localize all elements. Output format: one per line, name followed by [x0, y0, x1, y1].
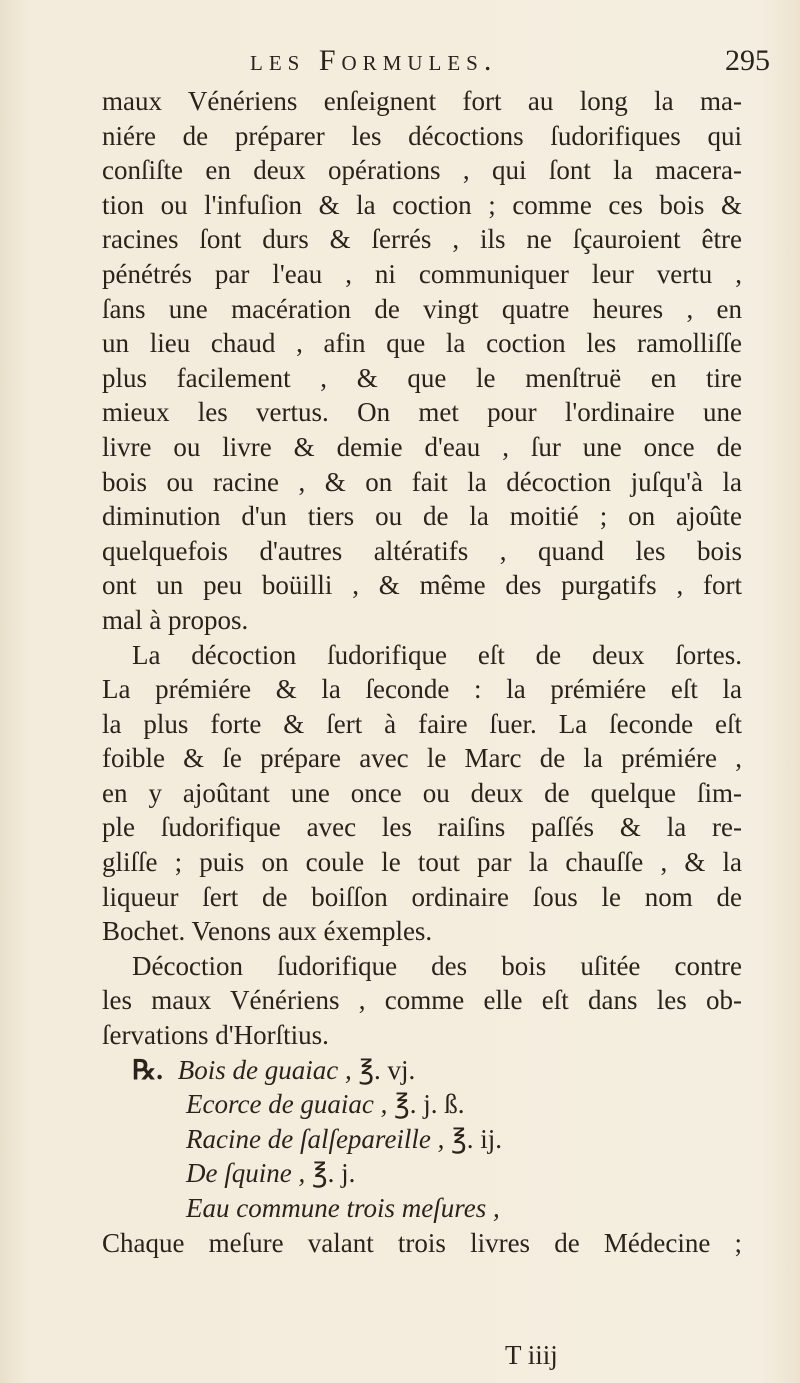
text-line: en y ajoûtant une once ou deux de quelque ſim- [102, 777, 742, 808]
text-line: la plus forte & ſert à faire ſuer. La ſeconde eſt [102, 708, 742, 739]
text-line: bois ou racine , & on fait la décoction juſqu'à la [102, 466, 742, 497]
text-line: La prémiére & la ſeconde : la prémiére eſt la [102, 674, 742, 705]
ingredient-quantity: ℥. vj. [358, 1054, 416, 1085]
recipe-closing-line: Chaque meſure valant trois livres de Médecine ; [102, 1227, 742, 1258]
text-line: racines ſont durs & ſerrés , ils ne ſçauroient être [102, 224, 742, 255]
paragraph-1 [102, 84, 742, 638]
text-line: ple ſudorifique avec les raiſins paſſés & la re- [102, 812, 742, 843]
text-line: mal à propos. [102, 604, 249, 635]
text-line: tion ou l'infuſion & la coction ; comme ces bois & [102, 189, 742, 220]
text-line: ſervations d'Horſtius. [102, 1020, 329, 1051]
ingredient-name: Ecorce de guaiac , [186, 1089, 388, 1120]
recipe-item [102, 1191, 742, 1226]
running-title: les Formules. [250, 44, 498, 77]
text-line: livre ou livre & demie d'eau , ſur une once de [102, 431, 742, 462]
text-line: niére de préparer les décoctions ſudorifiques qui [102, 120, 742, 151]
ingredient-name: De ſquine , [186, 1158, 306, 1189]
recipe [102, 1053, 742, 1261]
text-line: Bochet. Venons aux éxemples. [102, 916, 433, 947]
ingredient-name: Racine de ſalſepareille , [186, 1123, 445, 1154]
paragraph-3 [102, 949, 742, 1053]
page-header [250, 44, 770, 84]
signature-mark: T iiij [505, 1340, 558, 1370]
text-line: maux Vénériens enſeignent fort au long la ma- [102, 86, 742, 116]
recipe-item [102, 1053, 742, 1088]
text-line: mieux les vertus. On met pour l'ordinaire une [102, 397, 742, 428]
text-line: La décoction ſudorifique eſt de deux ſortes. [132, 639, 742, 670]
text-line: plus facilement , & que le menſtruë en tire [102, 362, 742, 393]
text-line: les maux Vénériens , comme elle eſt dans les ob- [102, 985, 742, 1016]
ingredient-quantity: ℥. ij. [451, 1123, 503, 1154]
ingredient-quantity: ℥. j. [311, 1158, 356, 1189]
recipe-item [102, 1087, 742, 1122]
text-line: conſiſte en deux opérations , qui ſont la macera- [102, 155, 742, 186]
text-line: liqueur ſert de boiſſon ordinaire ſous le nom de [102, 881, 742, 912]
recipe-symbol: ℞. [132, 1054, 163, 1085]
ingredient-name: Bois de guaiac , [177, 1054, 352, 1085]
text-line: gliſſe ; puis on coule le tout par la chauſſe , & la [102, 847, 742, 878]
text-line: un lieu chaud , afin que la coction les ramolliſſe [102, 328, 742, 359]
paragraph-2 [102, 638, 742, 949]
body-text [102, 84, 742, 1260]
text-line: pénétrés par l'eau , ni communiquer leur vertu , [102, 258, 742, 289]
ingredient-quantity: ℥. j. ß. [394, 1089, 465, 1120]
recipe-item [102, 1122, 742, 1157]
text-line: diminution d'un tiers ou de la moitié ; on ajoûte [102, 501, 742, 532]
page-number: 295 [725, 44, 770, 77]
text-line: ont un peu boüilli , & même des purgatifs , fort [102, 570, 742, 601]
text-line: foible & ſe prépare avec le Marc de la prémiére , [102, 743, 742, 774]
recipe-item [102, 1156, 742, 1191]
text-line: quelquefois d'autres altératifs , quand les bois [102, 535, 742, 566]
ingredient-name: Eau commune trois meſures , [186, 1193, 500, 1223]
text-line: ſans une macération de vingt quatre heures , en [102, 293, 742, 324]
text-line: Décoction ſudorifique des bois uſitée contre [132, 950, 742, 981]
